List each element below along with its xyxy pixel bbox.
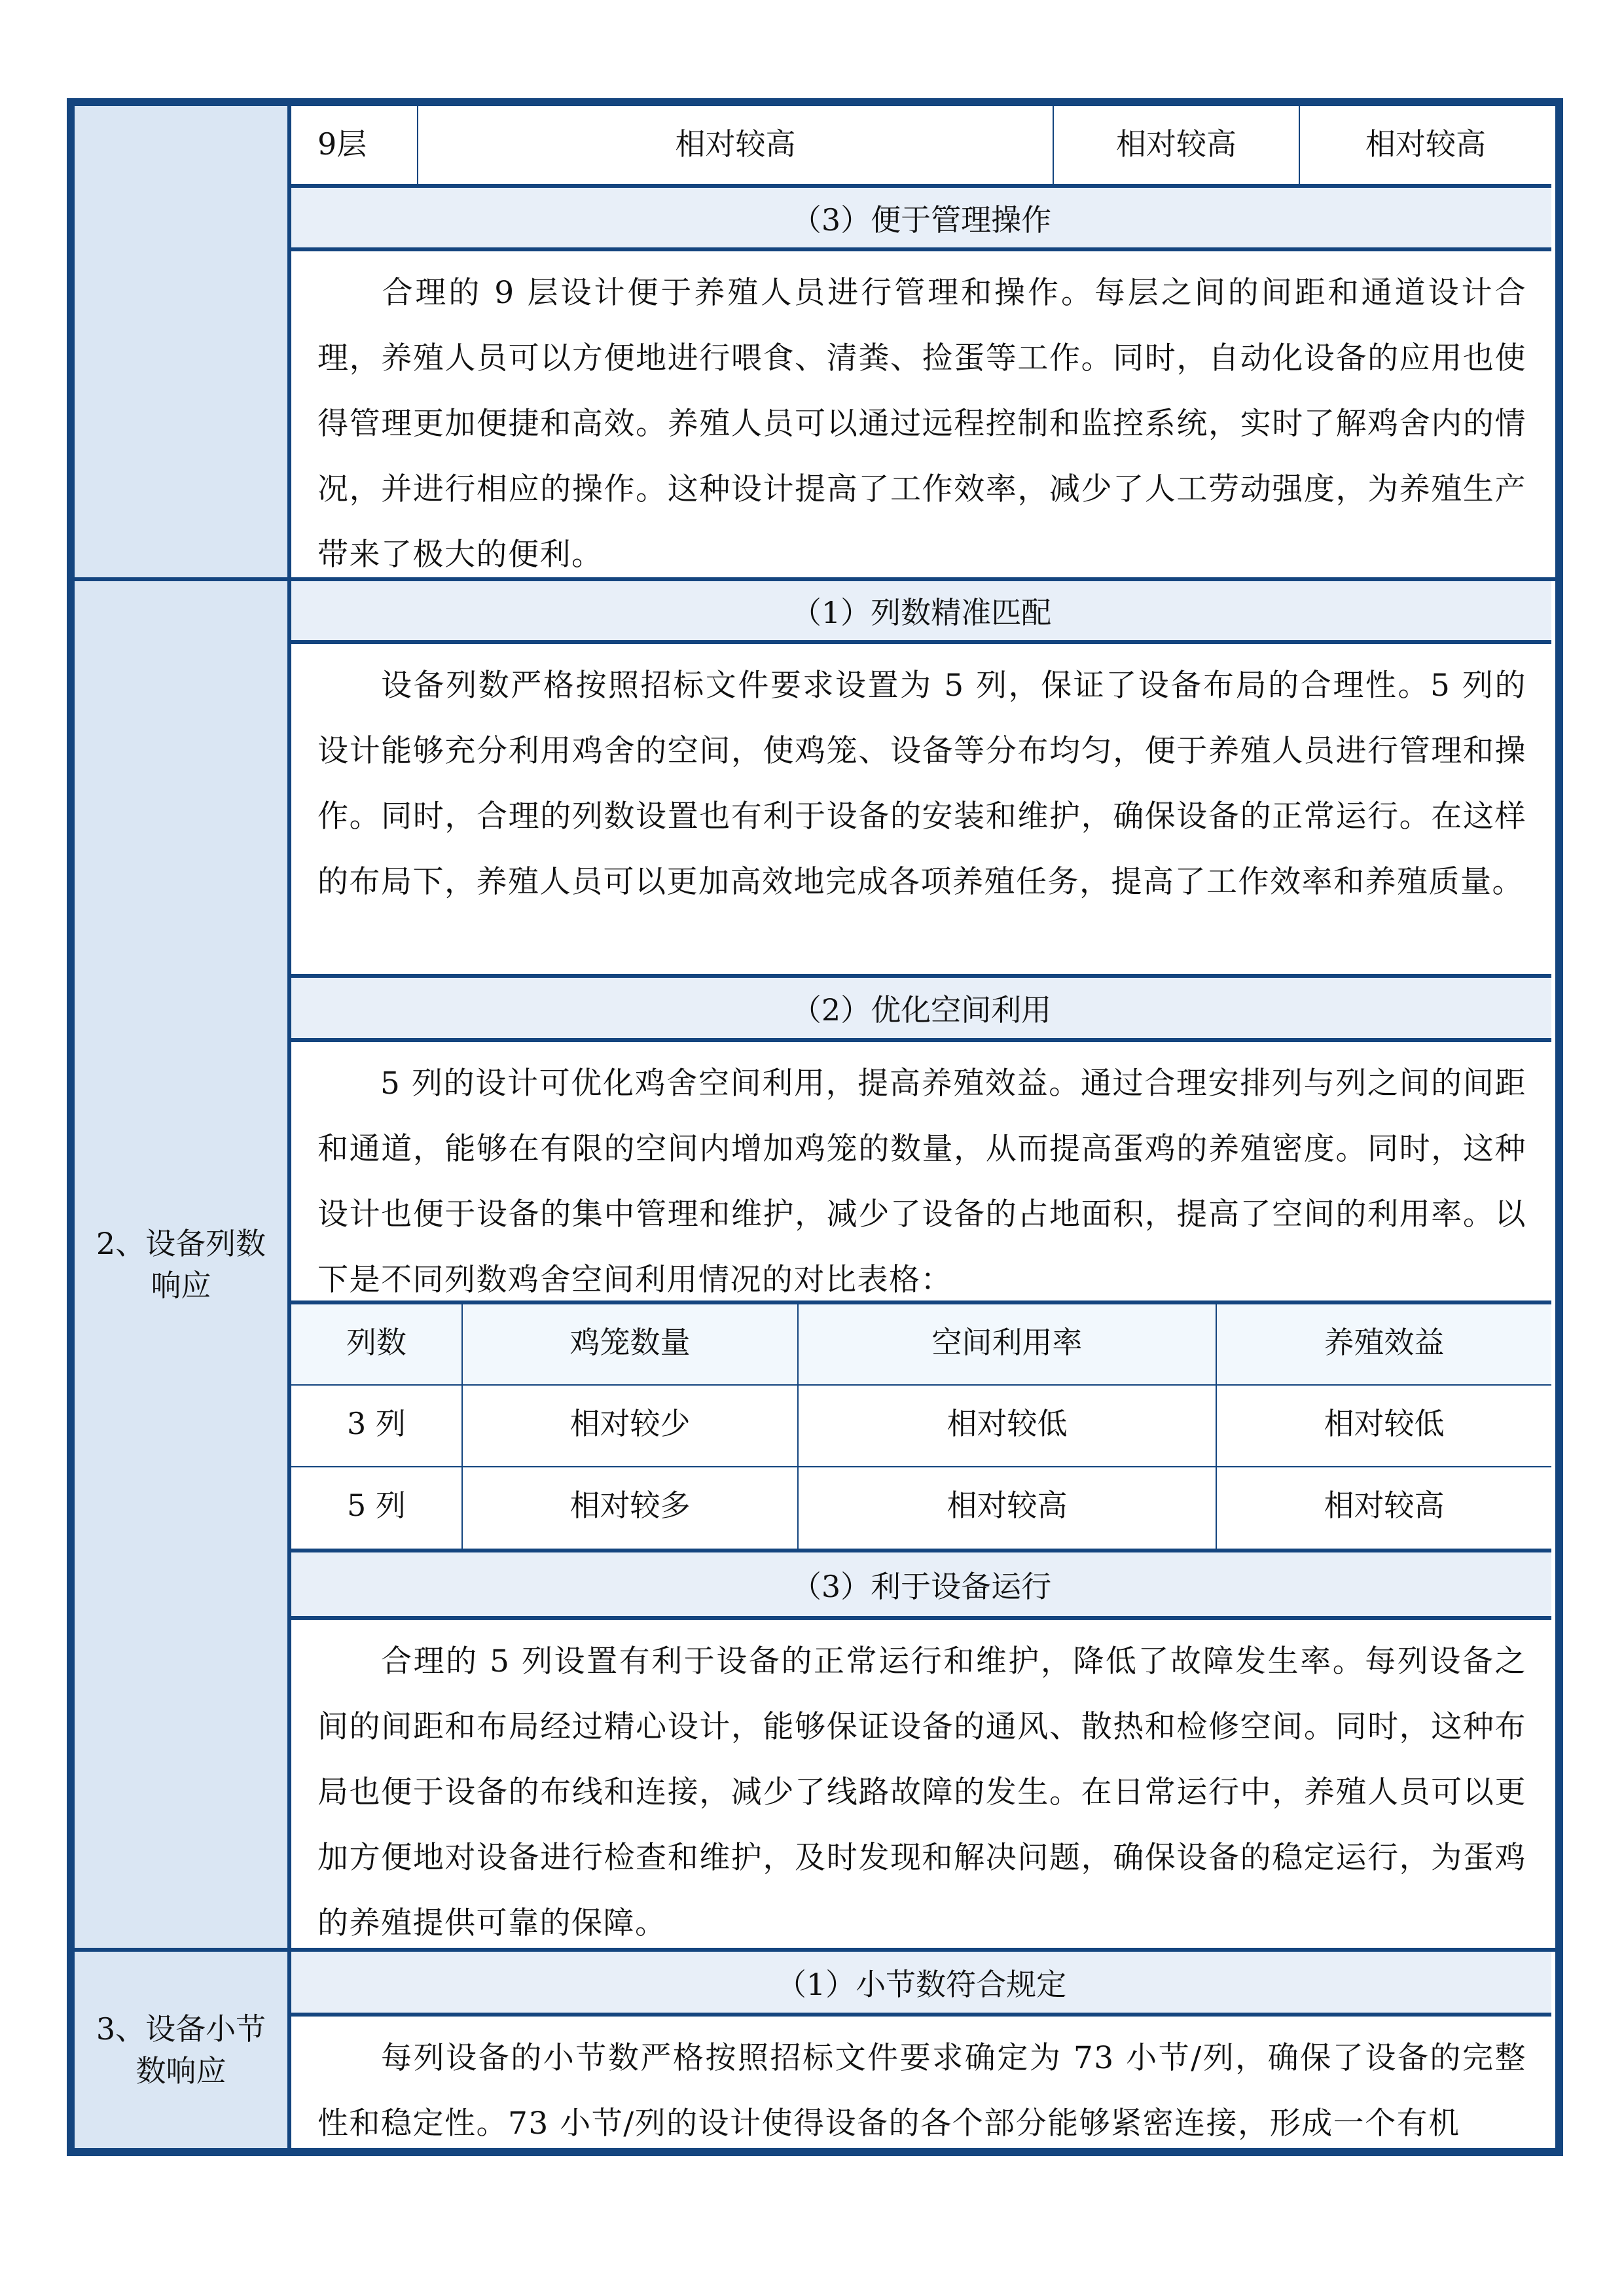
layer-row-cell-1: 相对较高 bbox=[417, 106, 1053, 184]
layer-row-cell-2: 相对较高 bbox=[1053, 106, 1299, 184]
section-3-label-cell bbox=[75, 1952, 291, 2148]
subsection-heading: （1）小节数符合规定 bbox=[291, 1952, 1551, 2013]
layer-row-cell-3: 相对较高 bbox=[1299, 106, 1551, 184]
table-cell: 相对较低 bbox=[1216, 1386, 1551, 1466]
section-2-label-cell bbox=[75, 581, 291, 1948]
subsection-paragraph: 合理的 9 层设计便于养殖人员进行管理和操作。每层之间的间距和通道设计合理，养殖人员可以方便地进行喂食、清粪、捡蛋等工作。同时，自动化设备的应用也使得管理更加便捷和高效。养殖人员可以通过远程控制和监控系统，实时了解鸡舍内的情况，并进行相应的操作。这种设计提高了工作效率，减少了人工劳动强度，为养殖生产带来了极大的便利。 bbox=[317, 275, 1526, 573]
subsection-heading: （3）便于管理操作 bbox=[291, 188, 1551, 247]
column-header: 列数 bbox=[346, 1325, 406, 1360]
section-3 bbox=[75, 1952, 1555, 2148]
section-2 bbox=[75, 581, 1555, 1948]
table-cell: 相对较高 bbox=[797, 1467, 1216, 1549]
subsection-paragraph: 5 列的设计可优化鸡舍空间利用，提高养殖效益。通过合理安排列与列之间的间距和通道，能够在有限的空间内增加鸡笼的数量，从而提高蛋鸡的养殖密度。同时，这种设计也便于设备的集中管理和维护，减少了设备的占地面积，提高了空间的利用率。以下是不同列数鸡舍空间利用情况的对比表格： bbox=[317, 1066, 1526, 1298]
table-cell: 3 列 bbox=[347, 1406, 406, 1441]
column-header: 鸡笼数量 bbox=[461, 1304, 797, 1384]
table-cell: 相对较高 bbox=[1216, 1467, 1551, 1549]
subsection-heading: （3）利于设备运行 bbox=[291, 1552, 1551, 1616]
layer-row-cell-layers: 9层 bbox=[317, 126, 367, 162]
table-row bbox=[291, 1386, 1551, 1466]
section-1-label-cell bbox=[75, 106, 291, 577]
section-3-label: 3、设备小节数响应 bbox=[96, 2011, 266, 2089]
section-2-label: 2、设备列数响应 bbox=[96, 1226, 266, 1303]
subsection-heading: （2）优化空间利用 bbox=[291, 978, 1551, 1038]
table-cell: 相对较少 bbox=[461, 1386, 797, 1466]
subsection-paragraph: 设备列数严格按照招标文件要求设置为 5 列，保证了设备布局的合理性。5 列的设计能够充分利用鸡舍的空间，使鸡笼、设备等分布均匀，便于养殖人员进行管理和操作。同时，合理的列数设置也有利于设备的安装和维护，确保设备的正常运行。在这样的布局下，养殖人员可以更加高效地完成各项养殖任务，提高了工作效率和养殖质量。 bbox=[317, 668, 1526, 900]
section-1-content bbox=[291, 106, 1551, 577]
column-header: 养殖效益 bbox=[1216, 1304, 1551, 1384]
table-cell: 相对较低 bbox=[797, 1386, 1216, 1466]
subsection-paragraph: 每列设备的小节数严格按照招标文件要求确定为 73 小节/列，确保了设备的完整性和稳定性。73 小节/列的设计使得设备的各个部分能够紧密连接，形成一个有机 bbox=[317, 2040, 1526, 2142]
column-header: 空间利用率 bbox=[797, 1304, 1216, 1384]
subsection-heading: （1）列数精准匹配 bbox=[291, 581, 1551, 640]
section-1 bbox=[75, 106, 1555, 577]
table-row bbox=[291, 1467, 1551, 1549]
section-3-content bbox=[291, 1952, 1551, 2148]
response-table bbox=[67, 98, 1563, 2156]
table-cell: 相对较多 bbox=[461, 1467, 797, 1549]
comparison-table-header bbox=[291, 1304, 1551, 1384]
section-2-content bbox=[291, 581, 1551, 1948]
layer-row bbox=[291, 106, 1551, 184]
subsection-paragraph: 合理的 5 列设置有利于设备的正常运行和维护，降低了故障发生率。每列设备之间的间距和布局经过精心设计，能够保证设备的通风、散热和检修空间。同时，这种布局也便于设备的布线和连接，减少了线路故障的发生。在日常运行中，养殖人员可以更加方便地对设备进行检查和维护，及时发现和解决问题，确保设备的稳定运行，为蛋鸡的养殖提供可靠的保障。 bbox=[317, 1643, 1526, 1941]
table-cell: 5 列 bbox=[347, 1488, 406, 1523]
